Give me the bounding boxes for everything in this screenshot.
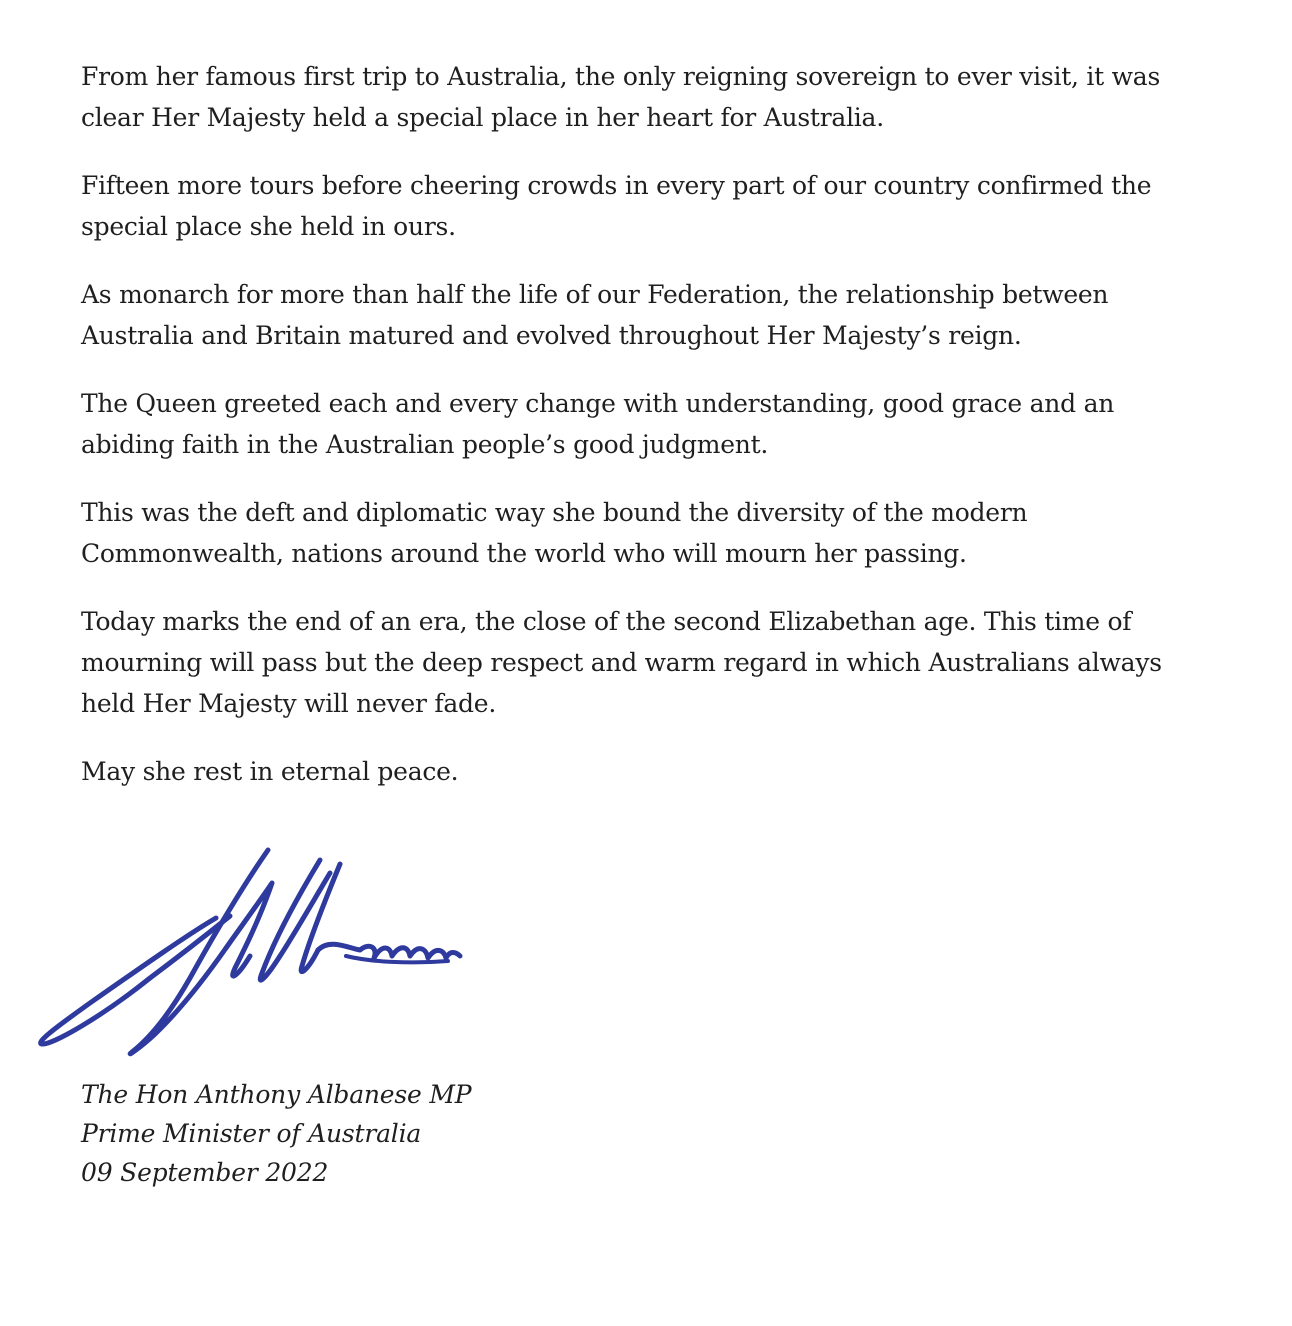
signatory-name: The Hon Anthony Albanese MP	[81, 1080, 472, 1109]
letter-paragraph: The Queen greeted each and every change with understanding, good grace and an abiding faith in the Australian people’s good judgment.	[81, 389, 1115, 459]
signoff-block	[81, 1075, 471, 1192]
signatory-title: Prime Minister of Australia	[81, 1119, 422, 1148]
letter-paragraph: Today marks the end of an era, the close of the second Elizabethan age. This time of mourning will pass but the deep respect and warm regard in which Australians always held Her Majesty will never fade.	[81, 607, 1162, 718]
letter-paragraph: Fifteen more tours before cheering crowds in every part of our country confirmed the special place she held in ours.	[81, 171, 1152, 241]
letter-date: 09 September 2022	[81, 1158, 329, 1187]
letter-paragraph: This was the deft and diplomatic way she bound the diversity of the modern Commonwealth, nations around the world who will mourn her passing.	[81, 498, 1028, 568]
letter-paragraph: May she rest in eternal peace.	[81, 757, 459, 786]
letter-body	[81, 56, 1181, 819]
signature-stroke	[130, 850, 268, 1054]
letter-paragraph: From her famous first trip to Australia, the only reigning sovereign to ever visit, it was clear Her Majesty held a special place in her heart for Australia.	[81, 62, 1161, 132]
signature-image	[30, 838, 470, 1068]
signature-stroke	[346, 956, 448, 962]
signature-stroke	[318, 944, 460, 958]
handwritten-signature	[30, 838, 470, 1068]
letter-paragraph: As monarch for more than half the life of our Federation, the relationship between Australia and Britain matured and evolved throughout Her Majesty’s reign.	[81, 280, 1109, 350]
